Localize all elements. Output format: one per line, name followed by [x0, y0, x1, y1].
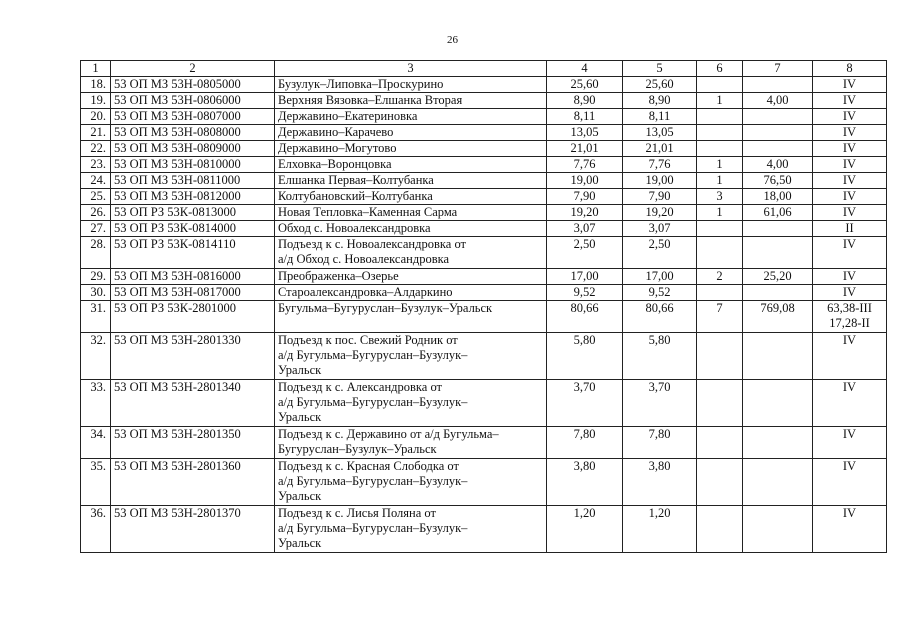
value-col-5: 8,90: [623, 93, 697, 109]
value-col-6: [697, 221, 743, 237]
road-category-line: IV: [842, 506, 857, 520]
road-name: [275, 157, 547, 173]
row-number: 22.: [81, 141, 111, 157]
road-category: [813, 506, 887, 553]
road-code: 53 ОП МЗ 53Н-2801330: [111, 333, 275, 380]
road-name-line: Верхняя Вязовка–Елшанка Вторая: [278, 93, 463, 107]
road-name: [275, 380, 547, 427]
road-category-line: IV: [842, 205, 857, 219]
road-category: [813, 221, 887, 237]
value-col-5: 8,11: [623, 109, 697, 125]
value-col-7: [743, 285, 813, 301]
value-col-5: 17,00: [623, 269, 697, 285]
road-name-line: Колтубановский–Колтубанка: [278, 189, 433, 203]
road-name: [275, 506, 547, 553]
road-name-line: Староалександровка–Алдаркино: [278, 285, 453, 299]
row-number: 32.: [81, 333, 111, 380]
table-row: [81, 380, 887, 427]
road-name-line: а/д Бугульма–Бугуруслан–Бузулук–: [278, 348, 468, 362]
road-code: 53 ОП МЗ 53Н-2801340: [111, 380, 275, 427]
road-category-line: IV: [842, 125, 857, 139]
road-name-line: Бузулук–Липовка–Проскурино: [278, 77, 444, 91]
value-col-5: 3,80: [623, 459, 697, 506]
value-col-4: 13,05: [547, 125, 623, 141]
header-col-1: 1: [81, 61, 111, 77]
value-col-4: 3,80: [547, 459, 623, 506]
road-category-line: IV: [842, 427, 857, 441]
road-category: [813, 77, 887, 93]
road-name: [275, 173, 547, 189]
row-number: 30.: [81, 285, 111, 301]
road-code: 53 ОП МЗ 53Н-0807000: [111, 109, 275, 125]
road-category-line: IV: [842, 77, 857, 91]
value-col-4: 7,80: [547, 427, 623, 459]
roads-table: [80, 60, 887, 553]
header-row: [81, 61, 887, 77]
road-name-line: Обход с. Новоалександровка: [278, 221, 431, 235]
value-col-4: 80,66: [547, 301, 623, 333]
row-number: 33.: [81, 380, 111, 427]
road-name: [275, 427, 547, 459]
value-col-4: 3,07: [547, 221, 623, 237]
road-name: [275, 93, 547, 109]
road-category-line: IV: [842, 380, 857, 394]
row-number: 21.: [81, 125, 111, 141]
value-col-4: 8,90: [547, 93, 623, 109]
value-col-7: [743, 77, 813, 93]
road-category-line: 17,28-II: [829, 316, 870, 330]
header-col-4: 4: [547, 61, 623, 77]
value-col-5: 7,80: [623, 427, 697, 459]
road-name-line: Подъезд к с. Красная Слободка от: [278, 459, 459, 473]
row-number: 26.: [81, 205, 111, 221]
value-col-6: [697, 459, 743, 506]
road-name: [275, 333, 547, 380]
road-code: 53 ОП МЗ 53Н-0810000: [111, 157, 275, 173]
value-col-4: 25,60: [547, 77, 623, 93]
table-row: [81, 506, 887, 553]
value-col-4: 9,52: [547, 285, 623, 301]
road-name: [275, 109, 547, 125]
value-col-5: 13,05: [623, 125, 697, 141]
table-row: [81, 109, 887, 125]
road-category: [813, 205, 887, 221]
road-name: [275, 141, 547, 157]
road-category: [813, 141, 887, 157]
row-number: 24.: [81, 173, 111, 189]
value-col-6: 1: [697, 173, 743, 189]
table-row: [81, 459, 887, 506]
road-category-line: IV: [842, 189, 857, 203]
value-col-6: 3: [697, 189, 743, 205]
value-col-4: 7,90: [547, 189, 623, 205]
road-category: [813, 333, 887, 380]
road-code: 53 ОП РЗ 53К-0814110: [111, 237, 275, 269]
value-col-7: [743, 237, 813, 269]
table-body: [81, 77, 887, 553]
road-code: 53 ОП РЗ 53К-0814000: [111, 221, 275, 237]
road-category: [813, 237, 887, 269]
road-category: [813, 93, 887, 109]
header-col-8: 8: [813, 61, 887, 77]
road-code: 53 ОП МЗ 53Н-0812000: [111, 189, 275, 205]
road-name-line: а/д Бугульма–Бугуруслан–Бузулук–: [278, 395, 468, 409]
value-col-4: 21,01: [547, 141, 623, 157]
value-col-7: 4,00: [743, 93, 813, 109]
table-row: [81, 77, 887, 93]
road-name-line: Уральск: [278, 363, 322, 377]
value-col-5: 2,50: [623, 237, 697, 269]
road-category: [813, 109, 887, 125]
value-col-4: 1,20: [547, 506, 623, 553]
road-category: [813, 380, 887, 427]
road-code: 53 ОП МЗ 53Н-0808000: [111, 125, 275, 141]
road-name-line: Уральск: [278, 489, 322, 503]
road-code: 53 ОП МЗ 53Н-0806000: [111, 93, 275, 109]
road-name-line: а/д Бугульма–Бугуруслан–Бузулук–: [278, 521, 468, 535]
table-row: [81, 221, 887, 237]
row-number: 20.: [81, 109, 111, 125]
value-col-4: 7,76: [547, 157, 623, 173]
value-col-7: [743, 459, 813, 506]
row-number: 36.: [81, 506, 111, 553]
road-name: [275, 237, 547, 269]
table-row: [81, 205, 887, 221]
road-name-line: а/д Бугульма–Бугуруслан–Бузулук–: [278, 474, 468, 488]
road-name-line: Уральск: [278, 536, 322, 550]
value-col-7: 769,08: [743, 301, 813, 333]
road-name-line: Державино–Могутово: [278, 141, 397, 155]
value-col-6: 1: [697, 205, 743, 221]
table-row: [81, 125, 887, 141]
value-col-5: 5,80: [623, 333, 697, 380]
value-col-5: 3,70: [623, 380, 697, 427]
road-name: [275, 301, 547, 333]
value-col-6: [697, 427, 743, 459]
road-code: 53 ОП МЗ 53Н-0811000: [111, 173, 275, 189]
page-number: 26: [447, 34, 458, 46]
road-category-line: IV: [842, 459, 857, 473]
value-col-5: 3,07: [623, 221, 697, 237]
header-col-5: 5: [623, 61, 697, 77]
road-category: [813, 157, 887, 173]
value-col-7: 76,50: [743, 173, 813, 189]
road-name: [275, 189, 547, 205]
value-col-6: [697, 125, 743, 141]
road-code: 53 ОП МЗ 53Н-0816000: [111, 269, 275, 285]
road-name-line: Новая Тепловка–Каменная Сарма: [278, 205, 458, 219]
row-number: 25.: [81, 189, 111, 205]
value-col-4: 8,11: [547, 109, 623, 125]
road-category-line: IV: [842, 333, 857, 347]
road-name-line: Бугульма–Бугуруслан–Бузулук–Уральск: [278, 301, 493, 315]
road-category: [813, 301, 887, 333]
value-col-5: 25,60: [623, 77, 697, 93]
row-number: 28.: [81, 237, 111, 269]
road-code: 53 ОП РЗ 53К-0813000: [111, 205, 275, 221]
value-col-7: 25,20: [743, 269, 813, 285]
road-category-line: IV: [842, 141, 857, 155]
value-col-7: [743, 380, 813, 427]
road-name-line: Державино–Екатериновка: [278, 109, 418, 123]
road-category: [813, 427, 887, 459]
value-col-7: [743, 125, 813, 141]
table-row: [81, 189, 887, 205]
road-category-line: IV: [842, 157, 857, 171]
road-name-line: Бугуруслан–Бузулук–Уральск: [278, 442, 437, 456]
road-category-line: IV: [842, 93, 857, 107]
value-col-6: 1: [697, 157, 743, 173]
road-name: [275, 205, 547, 221]
road-category: [813, 173, 887, 189]
value-col-6: 1: [697, 93, 743, 109]
table-row: [81, 157, 887, 173]
value-col-4: 19,00: [547, 173, 623, 189]
row-number: 35.: [81, 459, 111, 506]
road-name-line: а/д Обход с. Новоалександровка: [278, 252, 450, 266]
header-col-2: 2: [111, 61, 275, 77]
road-name-line: Елшанка Первая–Колтубанка: [278, 173, 434, 187]
road-category-line: IV: [842, 173, 857, 187]
value-col-7: 61,06: [743, 205, 813, 221]
road-name: [275, 269, 547, 285]
value-col-7: [743, 506, 813, 553]
header-col-6: 6: [697, 61, 743, 77]
value-col-7: 18,00: [743, 189, 813, 205]
road-name-line: Елховка–Воронцовка: [278, 157, 392, 171]
road-category-line: IV: [842, 109, 857, 123]
road-category-line: 63,38-III: [827, 301, 872, 315]
table-row: [81, 427, 887, 459]
value-col-7: [743, 221, 813, 237]
road-code: 53 ОП МЗ 53Н-0817000: [111, 285, 275, 301]
value-col-5: 19,00: [623, 173, 697, 189]
row-number: 18.: [81, 77, 111, 93]
road-code: 53 ОП МЗ 53Н-0805000: [111, 77, 275, 93]
value-col-6: 2: [697, 269, 743, 285]
value-col-5: 7,76: [623, 157, 697, 173]
value-col-6: [697, 237, 743, 269]
value-col-4: 3,70: [547, 380, 623, 427]
table-row: [81, 301, 887, 333]
value-col-4: 2,50: [547, 237, 623, 269]
value-col-6: [697, 285, 743, 301]
value-col-5: 80,66: [623, 301, 697, 333]
road-category-line: IV: [842, 269, 857, 283]
road-code: 53 ОП МЗ 53Н-0809000: [111, 141, 275, 157]
value-col-7: [743, 109, 813, 125]
value-col-6: [697, 333, 743, 380]
value-col-6: 7: [697, 301, 743, 333]
table-row: [81, 141, 887, 157]
table-row: [81, 285, 887, 301]
road-category-line: IV: [842, 285, 857, 299]
value-col-5: 7,90: [623, 189, 697, 205]
road-category-line: IV: [842, 237, 857, 251]
header-col-3: 3: [275, 61, 547, 77]
value-col-4: 17,00: [547, 269, 623, 285]
road-category: [813, 269, 887, 285]
road-name: [275, 459, 547, 506]
row-number: 23.: [81, 157, 111, 173]
value-col-7: [743, 427, 813, 459]
header-col-7: 7: [743, 61, 813, 77]
value-col-7: 4,00: [743, 157, 813, 173]
value-col-5: 9,52: [623, 285, 697, 301]
road-name-line: Уральск: [278, 410, 322, 424]
road-category: [813, 459, 887, 506]
road-category: [813, 285, 887, 301]
value-col-6: [697, 109, 743, 125]
road-name: [275, 221, 547, 237]
value-col-6: [697, 380, 743, 427]
table-row: [81, 93, 887, 109]
row-number: 27.: [81, 221, 111, 237]
road-code: 53 ОП РЗ 53К-2801000: [111, 301, 275, 333]
road-category: [813, 189, 887, 205]
row-number: 29.: [81, 269, 111, 285]
value-col-7: [743, 141, 813, 157]
value-col-5: 19,20: [623, 205, 697, 221]
road-category-line: II: [845, 221, 854, 235]
row-number: 31.: [81, 301, 111, 333]
value-col-4: 5,80: [547, 333, 623, 380]
row-number: 19.: [81, 93, 111, 109]
road-name-line: Подъезд к с. Новоалександровка от: [278, 237, 466, 251]
road-name: [275, 125, 547, 141]
value-col-6: [697, 141, 743, 157]
road-name-line: Подъезд к с. Державино от а/д Бугульма–: [278, 427, 499, 441]
road-code: 53 ОП МЗ 53Н-2801350: [111, 427, 275, 459]
road-name-line: Державино–Карачево: [278, 125, 394, 139]
value-col-4: 19,20: [547, 205, 623, 221]
value-col-5: 1,20: [623, 506, 697, 553]
road-category: [813, 125, 887, 141]
row-number: 34.: [81, 427, 111, 459]
value-col-6: [697, 77, 743, 93]
table-row: [81, 173, 887, 189]
road-code: 53 ОП МЗ 53Н-2801370: [111, 506, 275, 553]
road-name-line: Подъезд к с. Лисья Поляна от: [278, 506, 436, 520]
table-row: [81, 333, 887, 380]
road-code: 53 ОП МЗ 53Н-2801360: [111, 459, 275, 506]
value-col-6: [697, 506, 743, 553]
road-name-line: Подъезд к с. Александровка от: [278, 380, 443, 394]
table-row: [81, 237, 887, 269]
value-col-5: 21,01: [623, 141, 697, 157]
value-col-7: [743, 333, 813, 380]
road-name-line: Подъезд к пос. Свежий Родник от: [278, 333, 458, 347]
road-name-line: Преображенка–Озерье: [278, 269, 399, 283]
table-row: [81, 269, 887, 285]
road-name: [275, 285, 547, 301]
road-name: [275, 77, 547, 93]
